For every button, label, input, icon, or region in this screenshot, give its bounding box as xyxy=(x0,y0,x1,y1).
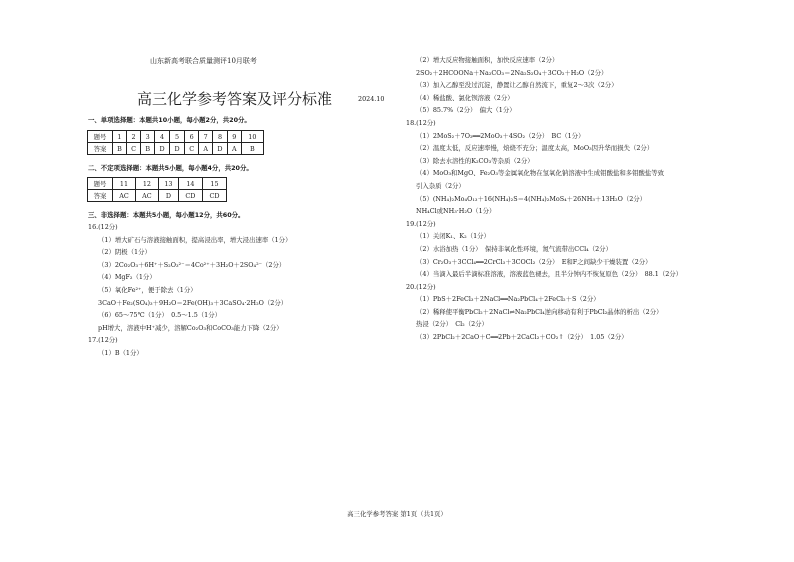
section1-table xyxy=(87,130,264,155)
answer-line: 3CaO＋Fe₂(SO₄)₃＋9H₂O＝2Fe(OH)₃＋3CaSO₄·2H₂O（2分） xyxy=(98,298,288,307)
answer-line: 引入杂质（2分） xyxy=(416,181,465,190)
table-cell: CD xyxy=(202,190,226,202)
table-cell: AC xyxy=(113,190,136,202)
table-cell: A xyxy=(199,143,213,155)
table-cell: 14 xyxy=(178,178,202,190)
page-title: 高三化学参考答案及评分标准 xyxy=(137,90,333,108)
table-cell: B xyxy=(241,143,263,155)
answer-line: （2）水浴加热（1分） 保持非氧化性环境，氮气流带出CCl₄（2分） xyxy=(416,244,612,253)
row-label: 答案 xyxy=(88,190,113,202)
right-answer-block xyxy=(406,54,726,344)
table-cell: D xyxy=(158,190,178,202)
table-cell: D xyxy=(213,143,228,155)
table-row xyxy=(88,143,264,155)
table-row xyxy=(88,178,227,190)
table-cell: A xyxy=(227,143,241,155)
table-cell: 2 xyxy=(126,131,140,143)
question-heading: 17.(12分) xyxy=(88,336,118,345)
question-heading: 16.(12分) xyxy=(88,223,118,231)
table-cell: C xyxy=(126,143,140,155)
table-row xyxy=(88,190,227,202)
answer-line: pH增大，溶液中H⁺减少，溶解Co₂O₃和CoCO₃能力下降（2分） xyxy=(98,323,283,332)
answer-line: （2）阴极（1分） xyxy=(98,248,151,257)
answer-line: （3）2PbCl₂＋2CaO＋C══2Pb＋2CaCl₂＋CO₂↑（2分） 1.05（2分） xyxy=(416,333,628,342)
answer-line: （4）MgF₂（1分） xyxy=(98,273,156,282)
answer-line: （3）除去水溶性的K₂CO₃等杂质（2分） xyxy=(416,156,534,165)
table-cell: 4 xyxy=(155,131,170,143)
page-footer: 高三化学参考答案 第1页（共1页） xyxy=(347,510,447,518)
table-cell: 15 xyxy=(202,178,226,190)
answer-line: （1）PbS＋2FeCl₃＋2NaCl══Na₂PbCl₄＋2FeCl₂＋S（2分） xyxy=(416,295,600,304)
question-heading: 20.(12分) xyxy=(406,282,436,291)
table-cell: D xyxy=(155,143,170,155)
answer-line: （5）(NH₄)₂Mo₄O₁₃＋16(NH₄)₂S＝4(NH₄)₂MoS₄＋26NH₃＋13H₂O（2分） xyxy=(416,194,647,203)
table-cell: B xyxy=(113,143,127,155)
table-cell: 3 xyxy=(141,131,155,143)
answer-line: （5）85.7%（2分） 偏大（1分） xyxy=(416,106,516,115)
answer-line: （4）MoO₃和MgO、Fe₂O₃等金属氧化物在氢氧化钠溶液中生成钼酸盐和多钼酸盐等致 xyxy=(416,169,665,178)
section3-heading: 三、非选择题：本题共5小题，每小题12分，共60分。 xyxy=(88,211,245,219)
section2-table xyxy=(87,177,227,202)
table-cell: D xyxy=(170,143,185,155)
table-cell: AC xyxy=(135,190,158,202)
left-answer-block xyxy=(88,221,388,360)
table-cell: 13 xyxy=(158,178,178,190)
answer-line: （6）65～75℃（1分） 0.5～1.5（1分） xyxy=(98,311,222,320)
answer-line: （1）2MoS₂＋7O₂══2MoO₃＋4SO₂（2分） BC（1分） xyxy=(416,131,585,140)
table-cell: 6 xyxy=(184,131,198,143)
answer-line: （4）当滴入最后半滴标准溶液，溶液蓝色褪去，且半分钟内不恢复原色（2分） 88.1（2分） xyxy=(416,270,683,279)
exam-date: 2024.10 xyxy=(358,95,385,103)
table-cell: B xyxy=(141,143,155,155)
answer-line: 热浸（2分） Cl₂（2分） xyxy=(416,320,488,329)
answer-line: （1）关闭K₁、K₂（1分） xyxy=(416,232,490,241)
table-cell: 1 xyxy=(113,131,127,143)
section2-heading: 二、不定项选择题：本题共5小题，每小题4分，共20分。 xyxy=(88,164,253,172)
table-cell: 7 xyxy=(199,131,213,143)
answer-line: （3）加入乙醇至没过沉淀，静置让乙醇自然流下，重复2～3次（2分） xyxy=(416,81,618,90)
answer-line: （2）温度太低，反应速率慢，焙烧不充分；温度太高，MoO₃因升华而损失（2分） xyxy=(416,144,654,153)
row-label: 题号 xyxy=(88,178,113,190)
answer-line: （3）2Co₂O₃＋6H⁺＋S₂O₃²⁻＝4Co²⁺＋3H₂O＋2SO₄²⁻（2分） xyxy=(98,260,286,269)
row-label: 答案 xyxy=(88,143,113,155)
table-cell: CD xyxy=(178,190,202,202)
answer-line: （4）稀盐酸、氯化钡溶液（2分） xyxy=(416,93,514,102)
table-cell: 5 xyxy=(170,131,185,143)
answer-line: NH₄Cl或NH₃·H₂O（1分） xyxy=(416,207,496,216)
table-cell: 8 xyxy=(213,131,228,143)
answer-line: （2）稀释使平衡PbCl₂＋2NaCl⇌Na₂PbCl₄逆向移动有利于PbCl₂晶体的析出（2分） xyxy=(416,307,663,316)
table-cell: 10 xyxy=(241,131,263,143)
question-heading: 19.(12分) xyxy=(406,219,436,228)
table-cell: 9 xyxy=(227,131,241,143)
answer-line: （2）增大反应物接触面积，加快反应速率（2分） xyxy=(416,56,559,64)
answer-line: （5）氧化Fe²⁺，便于除去（1分） xyxy=(98,285,197,294)
table-cell: 11 xyxy=(113,178,136,190)
table-row xyxy=(88,131,264,143)
row-label: 题号 xyxy=(88,131,113,143)
answer-line: 2SO₂＋2HCOONa＋Na₂CO₃＝2Na₂S₂O₄＋3CO₂＋H₂O（2分） xyxy=(416,68,608,77)
question-heading: 18.(12分) xyxy=(406,118,436,127)
table-cell: C xyxy=(184,143,198,155)
exam-subtitle: 山东新高考联合质量测评10月联考 xyxy=(150,57,257,65)
section1-heading: 一、单项选择题：本题共10小题，每小题2分，共20分。 xyxy=(88,116,251,124)
answer-line: （1）增大矿石与溶液接触面积，提高浸出率，增大浸出速率（1分） xyxy=(98,235,292,244)
table-cell: 12 xyxy=(135,178,158,190)
answer-line: （1）B（1分） xyxy=(98,348,143,357)
answer-line: （3）Cr₂O₃＋3CCl₄══2CrCl₃＋3COCl₂（2分） E和F之间缺少干燥装置（2分） xyxy=(416,257,652,266)
